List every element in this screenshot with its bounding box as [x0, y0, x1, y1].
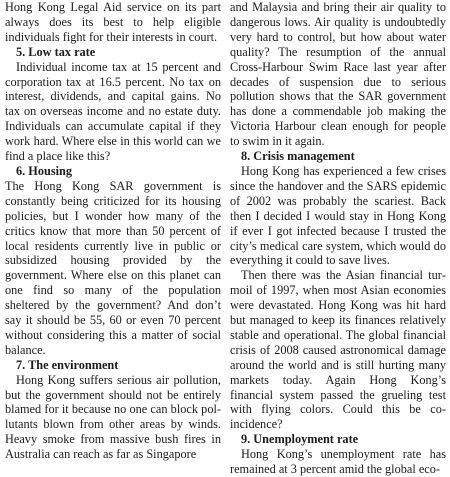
- column-right: [230, 0, 446, 477]
- section-heading: 5. Low tax rate: [16, 44, 96, 59]
- paragraph: Hong Kong’s unemployment rate has remained at 3 percent amid the global eco-: [230, 447, 446, 477]
- section-heading: 8. Crisis management: [241, 149, 355, 164]
- column-left: [5, 0, 221, 462]
- section-heading: 7. The environment: [16, 357, 119, 372]
- paragraph: Individual income tax at 15 percent and corporation tax at 16.5 percent. No tax on interest, dividends, and capital gains. No tax on overseas income and no estate duty. Individuals can accumulate capital if they work hard. Where else in this world can we find a place like this?: [5, 59, 221, 164]
- section-heading: 9. Unemployment rate: [241, 432, 359, 447]
- paragraph: Hong Kong Legal Aid service on its part always does its best to help eligible individuals fight for their interests in court.: [5, 0, 221, 44]
- paragraph: and Malaysia and bring their air quality to dangerous lows. Air quality is undoubtedly very hard to control, but how about water quality? The resumption of the annual Cross-Harbour Swim Race last year after decades of suspension due to serious pollution shows that the SAR government has done a commendable job making the Victoria Harbour clean enough for people to swim in it again.: [230, 0, 446, 149]
- paragraph: Hong Kong has experienced a few crises since the handover and the SARS epidemic of 2002 was probably the scariest. Back then I decided I would stay in Hong Kong if ever I got infected because I trusted the city’s medical care system, which would do everything it could to save lives.: [230, 163, 446, 268]
- paragraph: The Hong Kong SAR government is constantly being criticized for its housing policies, but I wonder how many of the critics know that more than 50 percent of local residents currently live in public or subsidized housing provided by the government. Where else on this planet can one find so many of the population sheltered by the government? And don’t say it should be 55, 60 or even 70 percent without considering this a matter of social balance.: [5, 178, 221, 357]
- paragraph: Hong Kong suffers serious air pollution, but the government should not be entirely blamed for it because no one can block pollutants blown from other areas by winds. Heavy smoke from massive bush fires in Australia can reach as far as Singapore: [5, 372, 221, 462]
- section-heading: 6. Housing: [16, 163, 73, 178]
- paragraph: Then there was the Asian financial turmoil of 1997, when most Asian economies were devastated. Hong Kong was hit hard but managed to keep its finances relatively stable and operational. The global financial crisis of 2008 caused astronomical damage around the world and is still hurting many markets today. Again Hong Kong’s financial system passed the grueling test with flying colors. Could this be co-incidence?: [230, 268, 446, 432]
